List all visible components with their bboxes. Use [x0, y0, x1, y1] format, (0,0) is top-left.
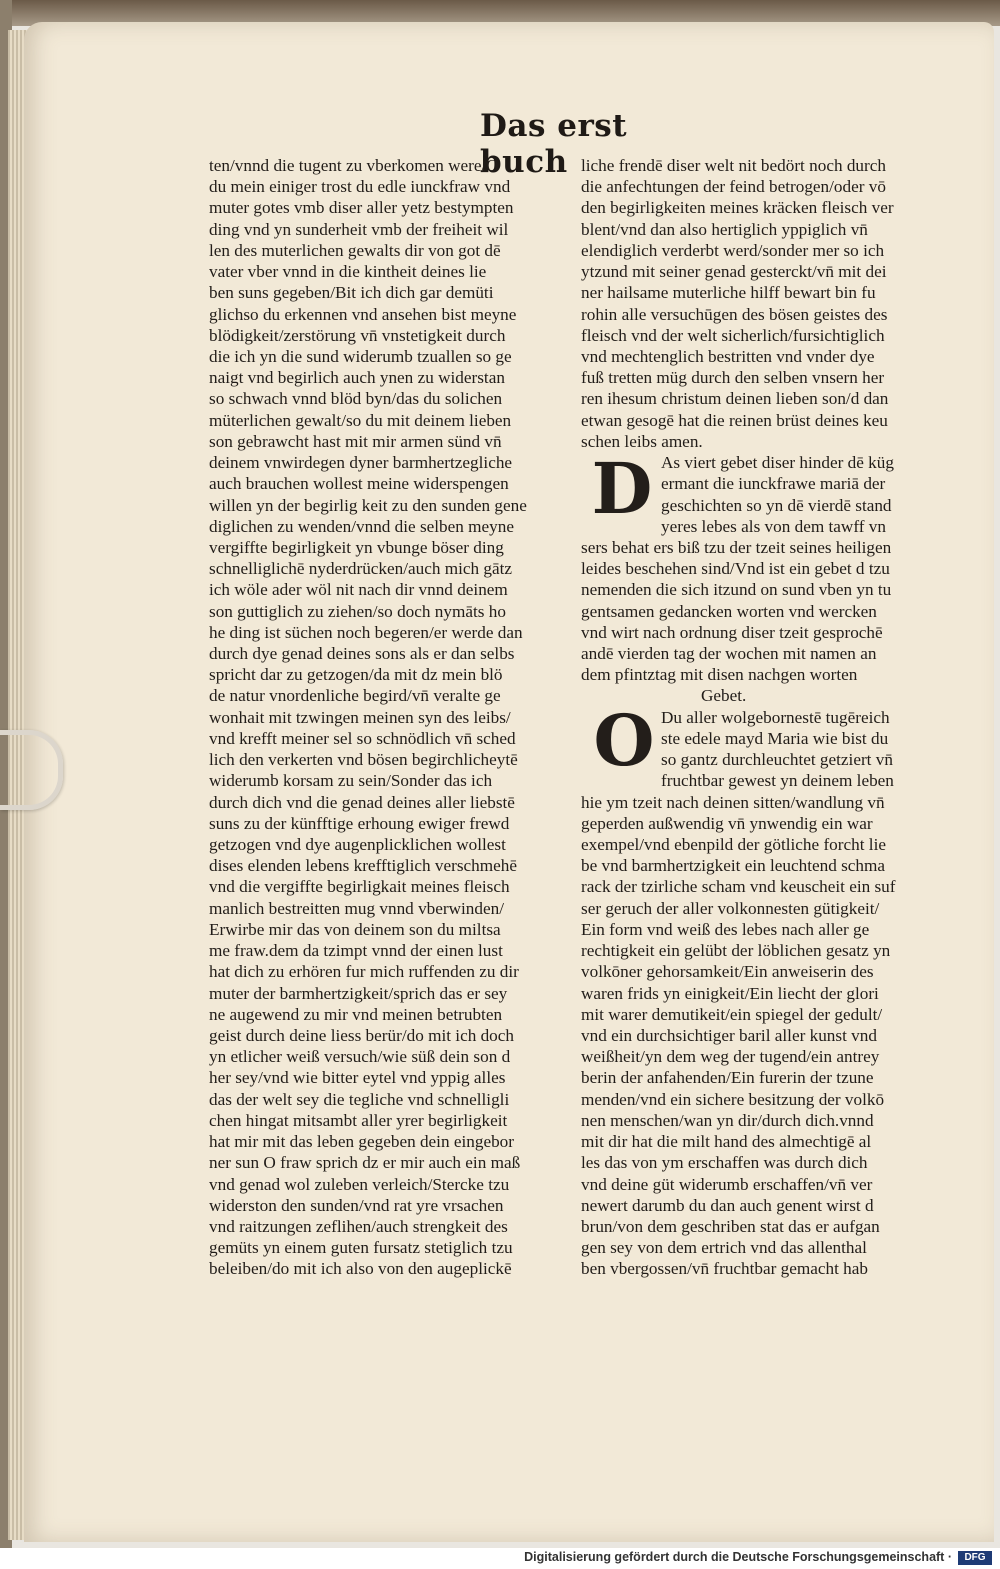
text-line: rechtigkeit ein gelübt der löblichen gesatz yn [581, 941, 891, 961]
text-line: elendiglich verderbt werd/sonder mer so ich [581, 240, 885, 260]
text-line: son gebrawcht hast mit mir armen sünd vn̄ [209, 431, 502, 451]
text-line: nen menschen/wan yn dir/durch dich.vnnd [581, 1110, 874, 1130]
text-line: As viert gebet diser hinder dē küg [661, 453, 894, 473]
page-header: Das erst buch [480, 108, 628, 180]
digitization-footer [0, 1548, 1000, 1569]
text-line: ner sun O fraw sprich dz er mir auch ein maß [209, 1153, 521, 1173]
text-line: ben suns gegeben/Bit ich dich gar demüti [209, 283, 494, 303]
text-line: he ding ist süchen noch begeren/er werde dan [209, 622, 523, 642]
text-line: son guttiglich zu ziehen/so doch nymāts ho [209, 601, 506, 621]
text-line: volkōner gehorsamkeit/Ein anweiserin des [581, 962, 874, 982]
text-line: weißheit/yn dem weg der tugend/ein antrey [581, 1047, 880, 1067]
text-line: blödigkeit/zerstörung vn̄ vnstetigkeit durch [209, 325, 506, 345]
text-line: exempel/vnd ebenpild der götliche forcht lie [581, 835, 886, 854]
text-line: schnelliglichē nyderdrücken/auch mich gātz [209, 559, 513, 579]
text-line: her sey/vnd wie bitter eytel vnd yppig alles [209, 1068, 506, 1088]
text-line: yn etlicher weiß versuch/wie süß dein son d [209, 1047, 511, 1067]
text-line: fuß tretten müg durch den selben vnsern her [581, 368, 885, 388]
text-line: Gebet. [701, 686, 747, 706]
text-line: liche frendē diser welt nit bedört noch durch [581, 156, 886, 175]
text-line: yeres lebes als von dem tawff vn [661, 516, 886, 536]
text-line: berin der anfahenden/Ein furerin der tzune [581, 1068, 874, 1088]
funding-notice: Digitalisierung gefördert durch die Deutsche Forschungsgemeinschaft · [524, 1550, 952, 1564]
dfg-logo: DFG [958, 1551, 992, 1565]
text-line: rack der tzirliche scham vnd keuscheit ein suf [581, 877, 896, 897]
text-line: vnd die vergiffte begirligkait meines fleisch [209, 877, 510, 897]
text-line: chen hingat mitsambt aller yrer begirligkeit [209, 1110, 508, 1130]
text-line: menden/vnd ein sichere besitzung der volkō [581, 1089, 885, 1109]
text-line: durch dich vnd die genad deines aller liebstē [209, 792, 515, 812]
text-line: manlich bestreitten mug vnnd vberwinden/ [209, 898, 504, 918]
text-line: spricht dar zu getzogen/da mit dz mein blö [209, 665, 503, 685]
text-line: geschichten so yn dē vierdē stand [661, 495, 892, 515]
text-line: deinem vnwirdegen dyner barmhertzegliche [209, 453, 513, 473]
text-line: sers behat ers biß tzu der tzeit seines heiligen [581, 537, 892, 557]
text-line: ren ihesum christum deinen lieben son/d dan [581, 389, 889, 409]
text-line: lich den verkerten vnd bösen begirchlicheytē [209, 750, 518, 770]
text-line: dem pfintztag mit disen nachgen worten [581, 665, 858, 685]
text-line: muter der barmhertzigkeit/sprich das er sey [209, 983, 508, 1003]
text-line: durch dye genad deines sons als er dan selbs [209, 644, 515, 664]
text-line: Ein form vnd weiß des lebes nach aller ge [581, 919, 870, 939]
decorated-initial-d: D [591, 447, 653, 530]
text-line: das der welt sey die tegliche vnd schnelligli [209, 1089, 510, 1109]
text-line: beleiben/do mit ich also von den augeplickē [209, 1259, 512, 1279]
text-line: so gantz durchleuchtet getziert vn̄ [661, 750, 893, 770]
text-line: me fraw.dem da tzimpt vnnd der einen lust [209, 941, 503, 961]
text-line: vnd wirt nach ordnung diser tzeit gesprochē [581, 622, 883, 642]
text-line: andē vierden tag der wochen mit namen an [581, 644, 877, 664]
text-line: gentsamen gedancken worten vnd wercken [581, 601, 877, 621]
text-line: naigt vnd begirlich auch ynen zu widerstan [209, 368, 505, 388]
text-line: Erwirbe mir das von deinem son du miltsa [209, 919, 501, 939]
text-line: vnd ein durchsichtiger baril aller kunst vnd [581, 1025, 877, 1045]
text-line: leides beschehen sind/Vnd ist ein gebet d tzu [581, 559, 890, 579]
text-line: ich wöle ader wöl nit nach dir vnnd deinem [209, 580, 508, 600]
text-line: du mein einiger trost du edle iunckfraw vnd [209, 177, 511, 197]
text-line: nemenden die sich itzund on sund vben yn tu [581, 580, 892, 600]
text-line: newert darumb du dan auch genent wirst d [581, 1195, 874, 1215]
text-line: Du aller wolgebornestē tugēreich [661, 707, 890, 727]
text-line: die anfechtungen der feind betrogen/oder vō [581, 177, 886, 197]
text-line: die ich yn die sund widerumb tzuallen so ge [209, 346, 512, 366]
text-line: les das von ym erschaffen was durch dich [581, 1153, 868, 1173]
text-line: fleisch vnd der welt sicherlich/fursichtiglich [581, 325, 885, 345]
text-line: rohin alle versuchūgen des bösen geistes des [581, 304, 888, 324]
text-line: ner hailsame muterliche hilff bewart bin fu [581, 283, 876, 303]
text-line: waren frids yn einigkeit/Ein liecht der glori [581, 983, 879, 1003]
text-line: hie ym tzeit nach deinen sitten/wandlung vn̄ [581, 792, 885, 812]
text-line: be vnd barmhertzigkeit ein leuchtend schma [581, 856, 886, 876]
text-line: so schwach vnnd blöd byn/das du solichen [209, 389, 503, 409]
text-line: ytzund mit seiner genad gesterckt/vn̄ mit dei [581, 262, 887, 282]
text-line: mit warer demutikeit/ein spiegel der gedult/ [581, 1004, 883, 1024]
text-line: wonhait mit tzwingen meinen syn des leibs/ [209, 707, 511, 727]
paper-clip [0, 730, 63, 810]
text-line: müterlichen gewalt/so du mit deinem lieben [209, 410, 512, 430]
text-line: glichso du erkennen vnd ansehen bist meyne [209, 304, 517, 324]
text-line: widerston den sunden/vnd rat yre vrsachen [209, 1195, 504, 1215]
text-line: ben vbergossen/vn̄ fruchtbar gemacht hab [581, 1259, 869, 1279]
text-line: ser geruch der aller volkonnesten gütigkeit/ [581, 898, 880, 918]
text-line: gen sey von dem ertrich vnd das allenthal [581, 1238, 867, 1258]
text-line: vergiffte begirligkeit yn vbunge böser ding [209, 537, 504, 557]
text-line: vnd raitzungen zeflihen/auch strengkeit des [209, 1216, 508, 1236]
text-line: suns zu der künfftige erhoung ewiger frewd [209, 813, 510, 833]
text-line: gemüts yn einem guten fursatz stetiglich tzu [209, 1238, 513, 1258]
text-line: dises elenden lebens krefftiglich verschmehē [209, 856, 517, 876]
text-line: auch brauchen wollest meine widerspengen [209, 474, 509, 494]
text-line: fruchtbar gewest yn deinem leben [661, 771, 894, 791]
text-line: vater vber vnnd in die kintheit deines lie [209, 262, 487, 282]
text-line: vnd deine güt widerumb erschaffen/vn̄ ver [581, 1174, 873, 1194]
text-line: brun/von dem geschriben stat das er aufgan [581, 1216, 880, 1236]
text-line: ten/vnnd die tugent zu vberkomen were/O [209, 156, 499, 175]
decorated-initial-o: O [593, 699, 655, 782]
text-line: ermant die iunckfrawe mariā der [661, 474, 886, 494]
text-line: hat dich zu erhören fur mich ruffenden zu dir [209, 962, 519, 982]
text-line: hat mir mit das leben gegeben dein eingebor [209, 1132, 514, 1152]
text-line: len des muterlichen gewalts dir von got dē [209, 240, 501, 260]
text-line: vnd mechtenglich bestritten vnd vnder dye [581, 346, 875, 366]
text-line: willen yn der begirlig keit zu den sunden gene [209, 495, 527, 515]
text-line: ne augewend zu mir vnd meinen betrubten [209, 1004, 503, 1024]
text-line: geist durch deine liess berür/do mit ich doch [209, 1025, 515, 1045]
text-line: widerumb korsam zu sein/Sonder das ich [209, 771, 493, 791]
text-line: getzogen vnd dye augenplicklichen wollest [209, 835, 506, 854]
left-column [209, 155, 549, 1280]
text-line: ste edele mayd Maria wie bist du [661, 728, 889, 748]
text-line: den begirligkeiten meines kräcken fleisch ver [581, 198, 894, 218]
text-line: etwan gesogē hat die reinen brüst deines keu [581, 410, 888, 430]
text-line: diglichen zu wenden/vnnd die selben meyne [209, 516, 514, 536]
text-line: schen leibs amen. [581, 431, 703, 451]
text-line: ding vnd yn sunderheit vmb der freiheit wil [209, 219, 509, 239]
text-line: vnd krefft meiner sel so schnödlich vn̄ sched [209, 728, 516, 748]
text-line: de natur vnordenliche begird/vn̄ veralte ge [209, 686, 501, 706]
text-line: muter gotes vmb diser aller yetz bestympten [209, 198, 514, 218]
text-line: blent/vnd dan also hertiglich yppiglich vn̄ [581, 219, 868, 239]
text-line: mit dir hat die milt hand des almechtigē al [581, 1132, 872, 1152]
text-line: geperden außwendig vn̄ ynwendig ein war [581, 813, 873, 833]
text-line: vnd genad wol zuleben verleich/Stercke tzu [209, 1174, 510, 1194]
